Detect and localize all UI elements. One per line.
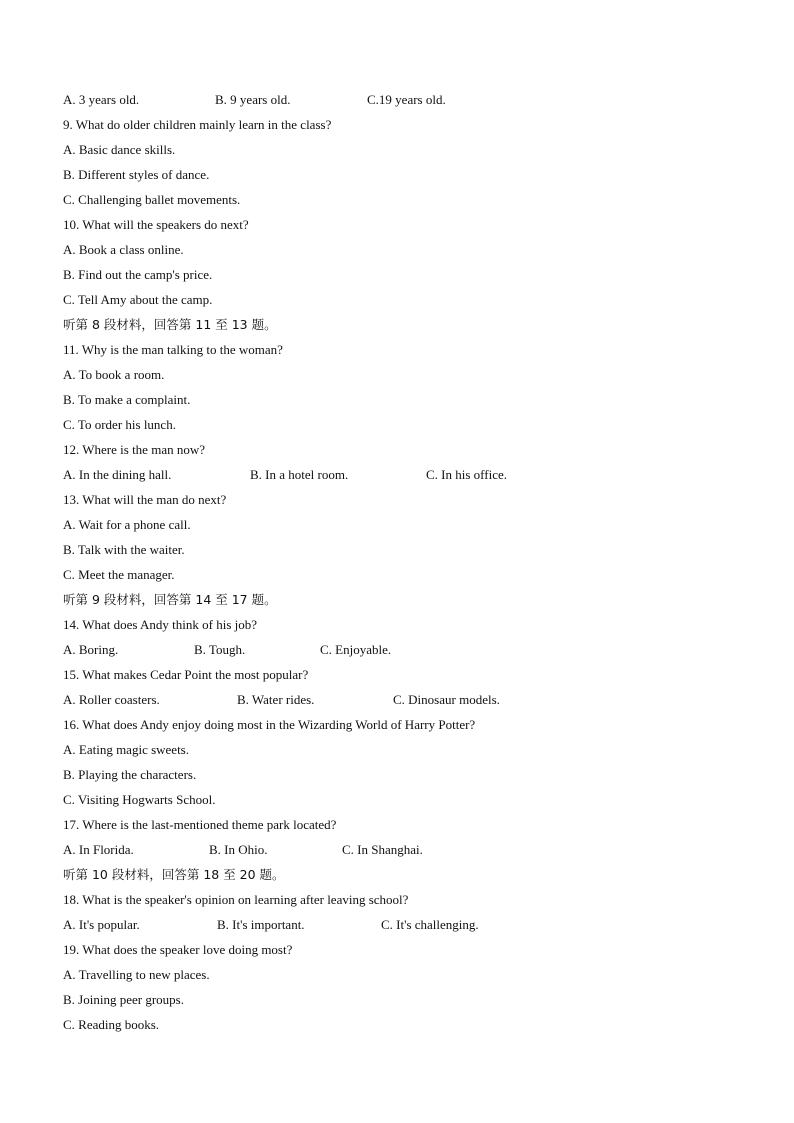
- question-text: 13. What will the man do next?: [63, 492, 227, 507]
- answer-option: A. Basic dance skills.: [63, 142, 176, 157]
- options-row: [0, 462, 794, 487]
- answer-option: C. In Shanghai.: [342, 842, 423, 857]
- answer-option: B. 9 years old.: [215, 92, 291, 107]
- answer-option: A. It's popular.: [63, 917, 140, 932]
- answer-option: C. Reading books.: [63, 1017, 160, 1032]
- question-text: 11. Why is the man talking to the woman?: [63, 342, 283, 357]
- answer-option: A. 3 years old.: [63, 92, 140, 107]
- options-row: [0, 687, 794, 712]
- answer-option: C. Meet the manager.: [63, 567, 175, 582]
- exam-page: [0, 87, 794, 1037]
- answer-option: A. To book a room.: [63, 367, 165, 382]
- options-row: [0, 637, 794, 662]
- answer-option: C. To order his lunch.: [63, 417, 176, 432]
- answer-option: A. Book a class online.: [63, 242, 184, 257]
- answer-option: C. Challenging ballet movements.: [63, 192, 241, 207]
- answer-option: B. In Ohio.: [209, 842, 268, 857]
- options-row: [0, 87, 794, 112]
- answer-option: B. It's important.: [217, 917, 305, 932]
- answer-option: B. Joining peer groups.: [63, 992, 184, 1007]
- question-text: 10. What will the speakers do next?: [63, 217, 249, 232]
- section-instruction: 听第 9 段材料，回答第 14 至 17 题。: [63, 592, 277, 607]
- answer-option: C. In his office.: [426, 467, 507, 482]
- answer-option: C.19 years old.: [367, 92, 446, 107]
- question-text: 12. Where is the man now?: [63, 442, 205, 457]
- answer-option: C. Tell Amy about the camp.: [63, 292, 213, 307]
- options-row: [0, 837, 794, 862]
- answer-option: C. It's challenging.: [381, 917, 479, 932]
- question-text: 9. What do older children mainly learn in the class?: [63, 117, 332, 132]
- section-instruction: 听第 10 段材料，回答第 18 至 20 题。: [63, 867, 285, 882]
- answer-option: A. Boring.: [63, 642, 119, 657]
- answer-option: B. Playing the characters.: [63, 767, 197, 782]
- question-text: 16. What does Andy enjoy doing most in the Wizarding World of Harry Potter?: [63, 717, 476, 732]
- question-text: 18. What is the speaker's opinion on learning after leaving school?: [63, 892, 409, 907]
- answer-option: B. To make a complaint.: [63, 392, 191, 407]
- answer-option: B. Find out the camp's price.: [63, 267, 213, 282]
- question-text: 14. What does Andy think of his job?: [63, 617, 258, 632]
- question-text: 15. What makes Cedar Point the most popular?: [63, 667, 309, 682]
- answer-option: A. Roller coasters.: [63, 692, 160, 707]
- answer-option: A. Travelling to new places.: [63, 967, 210, 982]
- answer-option: A. In Florida.: [63, 842, 134, 857]
- answer-option: B. Talk with the waiter.: [63, 542, 185, 557]
- answer-option: C. Visiting Hogwarts School.: [63, 792, 216, 807]
- answer-option: C. Dinosaur models.: [393, 692, 500, 707]
- answer-option: A. Wait for a phone call.: [63, 517, 191, 532]
- answer-option: A. In the dining hall.: [63, 467, 172, 482]
- answer-option: B. Different styles of dance.: [63, 167, 210, 182]
- answer-option: B. Water rides.: [237, 692, 315, 707]
- answer-option: B. Tough.: [194, 642, 246, 657]
- question-text: 19. What does the speaker love doing most?: [63, 942, 293, 957]
- answer-option: A. Eating magic sweets.: [63, 742, 189, 757]
- answer-option: B. In a hotel room.: [250, 467, 349, 482]
- question-text: 17. Where is the last-mentioned theme park located?: [63, 817, 337, 832]
- section-instruction: 听第 8 段材料，回答第 11 至 13 题。: [63, 317, 277, 332]
- options-row: [0, 912, 794, 937]
- answer-option: C. Enjoyable.: [320, 642, 392, 657]
